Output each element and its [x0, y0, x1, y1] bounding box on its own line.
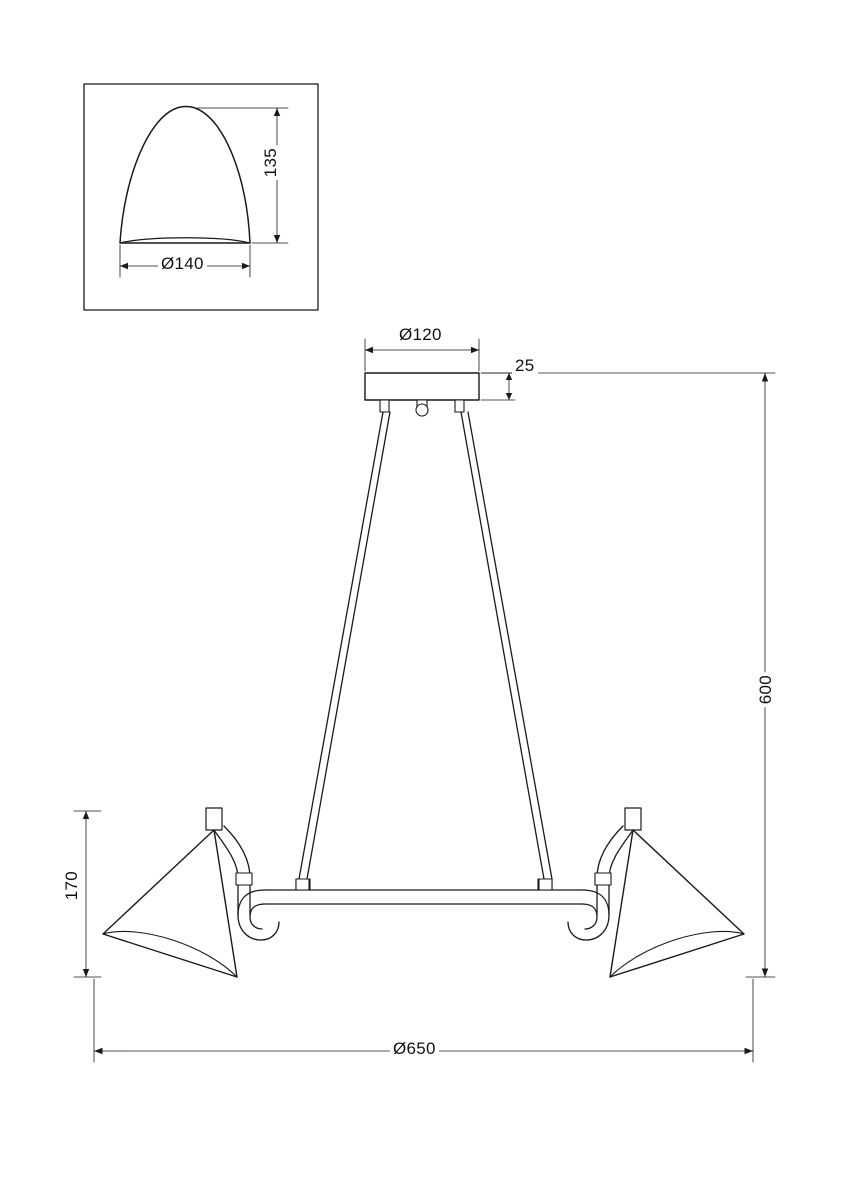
dimension-line-canopy-height	[481, 373, 515, 400]
dimension-label-canopy-diameter: Ø120	[396, 326, 445, 343]
left-arm-assembly	[103, 808, 279, 977]
suspension-rods	[296, 412, 552, 890]
horizontal-bar	[265, 890, 582, 904]
dimension-label-total-height: 600	[757, 672, 774, 707]
dimension-label-shade-drop: 170	[63, 868, 80, 903]
right-arm-assembly	[568, 808, 744, 977]
dimension-label-shade-height: 135	[262, 145, 279, 180]
bar-collars	[296, 879, 552, 890]
dimension-label-total-width: Ø650	[390, 1040, 439, 1057]
dimension-label-canopy-height: 25	[512, 357, 538, 374]
ceiling-canopy	[365, 373, 479, 416]
dimension-label-shade-diameter: Ø140	[158, 255, 207, 272]
